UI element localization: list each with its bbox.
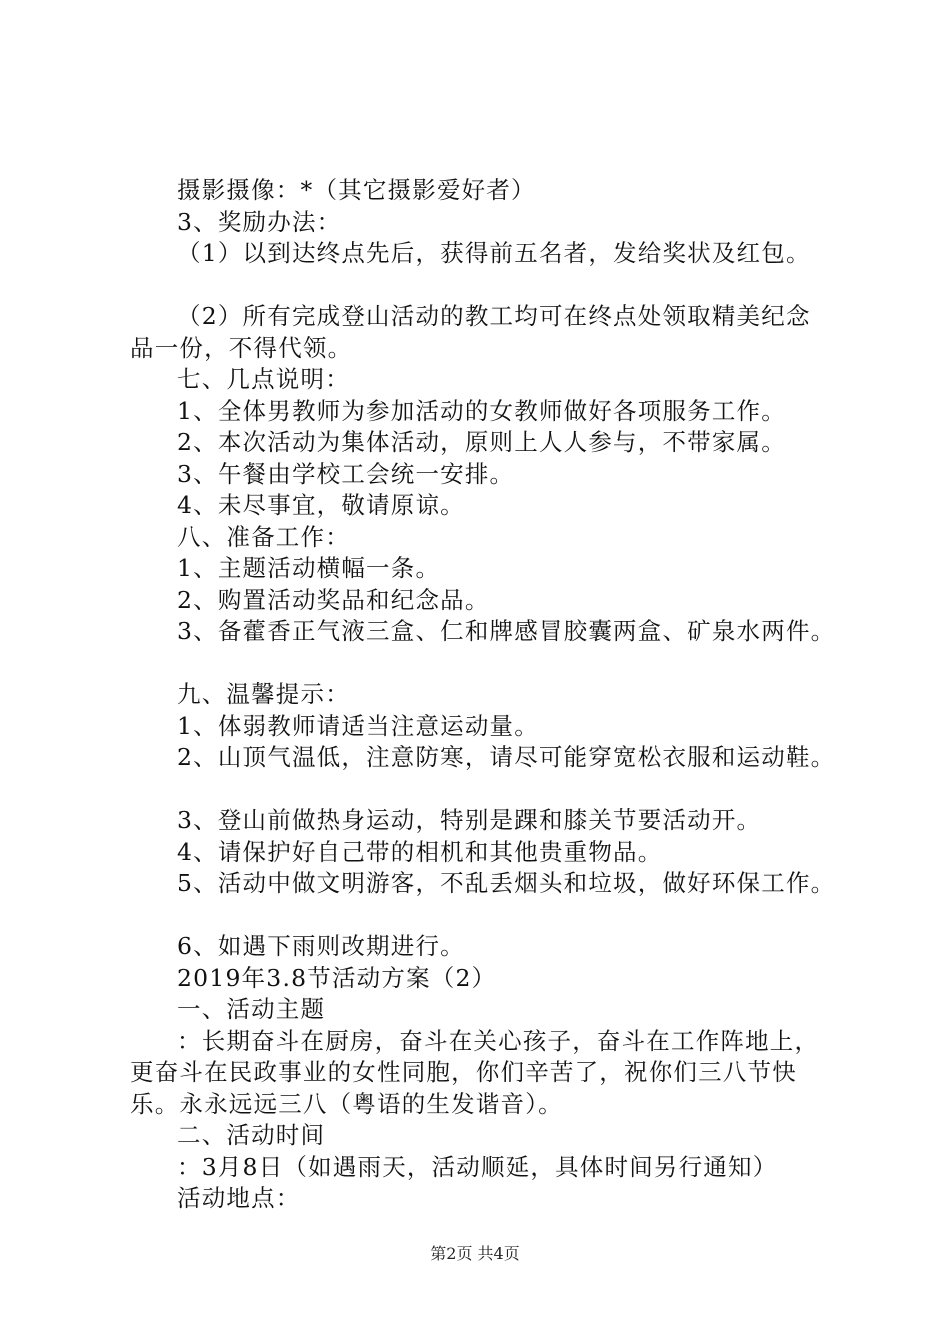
text-line: 1、体弱教师请适当注意运动量。 <box>177 711 539 740</box>
text-paragraph: ：长期奋斗在厨房，奋斗在关心孩子，奋斗在工作阵地上，更奋斗在民政事业的女性同胞，你们辛苦了，祝你们三八节快乐。永永远远三八（粤语的生发谐音）。 <box>130 1026 820 1118</box>
text-line: 2、购置活动奖品和纪念品。 <box>177 585 490 614</box>
text-line: 摄影摄像：*（其它摄影爱好者） <box>177 176 536 204</box>
text-line: 6、如遇下雨则改期进行。 <box>177 932 465 960</box>
text-line: 3、登山前做热身运动，特别是踝和膝关节要活动开。 <box>177 806 762 834</box>
section-heading: 二、活动时间 <box>177 1121 326 1149</box>
text-line: 1、全体男教师为参加活动的女教师做好各项服务工作。 <box>177 396 786 425</box>
text-line: 5、活动中做文明游客，不乱丢烟头和垃圾，做好环保工作。 <box>177 869 836 897</box>
blank-line <box>130 270 850 302</box>
text-line: 4、请保护好自己带的相机和其他贵重物品。 <box>177 837 663 866</box>
page-number-footer: 第2页 共4页 <box>430 1244 520 1263</box>
section-heading: 一、活动主题 <box>177 995 326 1023</box>
text-line: 1、主题活动横幅一条。 <box>177 554 441 582</box>
document-subtitle: 2019年3.8节活动方案（2） <box>177 963 497 992</box>
text-line: 3、午餐由学校工会统一安排。 <box>177 459 515 488</box>
blank-line <box>130 648 850 680</box>
section-heading: 七、几点说明： <box>177 365 350 393</box>
text-line: ：3月8日（如遇雨天，活动顺延，具体时间另行通知） <box>177 1152 778 1181</box>
section-heading: 八、准备工作： <box>177 522 350 551</box>
text-line: 2、山顶气温低，注意防寒，请尽可能穿宽松衣服和运动鞋。 <box>177 743 836 771</box>
text-line: 2、本次活动为集体活动，原则上人人参与，不带家属。 <box>177 428 786 456</box>
section-heading: 九、温馨提示： <box>177 680 350 708</box>
document-body <box>130 175 850 1215</box>
blank-line <box>130 900 850 932</box>
blank-line <box>130 774 850 806</box>
text-line: 4、未尽事宜，敬请原谅。 <box>177 491 465 519</box>
text-line: 3、奖励办法： <box>177 207 342 236</box>
text-paragraph: （2）所有完成登山活动的教工均可在终点处领取精美纪念品一份，不得代领。 <box>130 302 811 362</box>
text-line: 3、备藿香正气液三盒、仁和牌感冒胶囊两盒、矿泉水两件。 <box>177 617 836 645</box>
text-line: （1）以到达终点先后，获得前五名者，发给奖状及红包。 <box>177 239 811 267</box>
text-line: 活动地点： <box>177 1184 301 1212</box>
